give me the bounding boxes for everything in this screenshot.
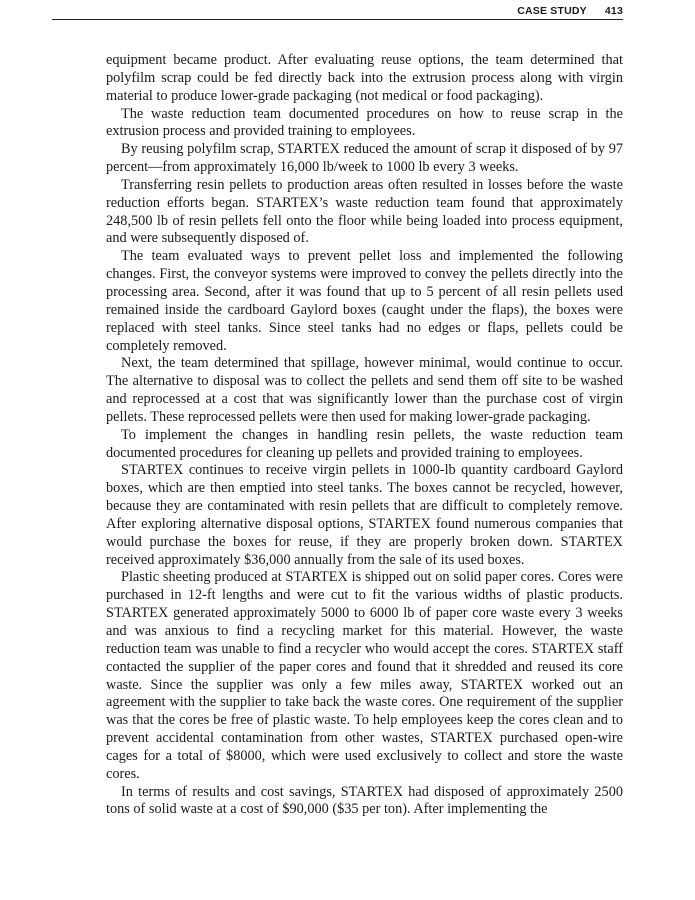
paragraph: By reusing polyfilm scrap, STARTEX reduced the amount of scrap it disposed of by 97 percent—from approximately 16,000 lb/week to 1000 lb every 3 weeks. [106,141,623,176]
section-label: CASE STUDY [517,5,587,17]
paragraph: In terms of results and cost savings, STARTEX had disposed of approximately 2500 tons of solid waste at a cost of $90,000 ($35 per ton). After implementing the [106,783,623,818]
paragraph: To implement the changes in handling resin pellets, the waste reduction team documented procedures for cleaning up pellets and provided training to employees. [106,426,623,461]
body-text [106,52,623,819]
page-number: 413 [604,5,623,17]
paragraph: Transferring resin pellets to production areas often resulted in losses before the waste reduction efforts began. STARTEX’s waste reduction team found that approximately 248,500 lb of resin pellets fell onto the floor while being loaded into process equipment, and were subsequently disposed of. [106,176,623,247]
paragraph: STARTEX continues to receive virgin pellets in 1000-lb quantity cardboard Gaylord boxes, which are then emptied into steel tanks. The boxes cannot be recycled, however, because they are contaminated with resin pellets that are difficult to completely remove. After exploring alternative disposal options, STARTEX found numerous companies that would purchase the boxes for reuse, if they are properly broken down. STARTEX received approximately $36,000 annually from the sale of its used boxes. [106,462,623,568]
paragraph: The waste reduction team documented procedures on how to reuse scrap in the extrusion process and provided training to employees. [106,105,623,140]
paragraph: Next, the team determined that spillage, however minimal, would continue to occur. The alternative to disposal was to collect the pellets and send them off site to be washed and reprocessed at a cost that was significantly lower than the purchase cost of virgin pellets. These reprocessed pellets were then used for making lower-grade packaging. [106,355,623,425]
paragraph: The team evaluated ways to prevent pellet loss and implemented the following changes. First, the conveyor systems were improved to convey the pellets directly into the processing area. Second, after it was found that up to 5 percent of all resin pellets used remained inside the cardboard Gaylord boxes (caught under the flaps), the boxes were replaced with steel tanks. Since steel tanks had no edges or flaps, pellets could be completely removed. [106,248,623,354]
paragraph: Plastic sheeting produced at STARTEX is shipped out on solid paper cores. Cores were purchased in 12-ft lengths and were cut to fit the various widths of plastic products. STARTEX generated approximately 5000 to 6000 lb of paper core waste every 3 weeks and was anxious to find a recycling market for this material. However, the waste reduction team was unable to find a recycler who would accept the cores. STARTEX staff contacted the supplier of the paper cores and found that it shredded and reused its core waste. Since the supplier was only a few miles away, STARTEX worked out an agreement with the supplier to take back the waste cores. One requirement of the supplier was that the cores be free of plastic waste. To help employees keep the cores clean and to prevent accidental contamination from other wastes, STARTEX purchased open-wire cages for a total of $8000, which were used exclusively to collect and store the waste cores. [106,569,623,782]
paragraph: equipment became product. After evaluating reuse options, the team determined that polyfilm scrap could be fed directly back into the extrusion process along with virgin material to produce lower-grade packaging (not medical or food packaging). [106,52,623,104]
running-header [52,4,623,20]
